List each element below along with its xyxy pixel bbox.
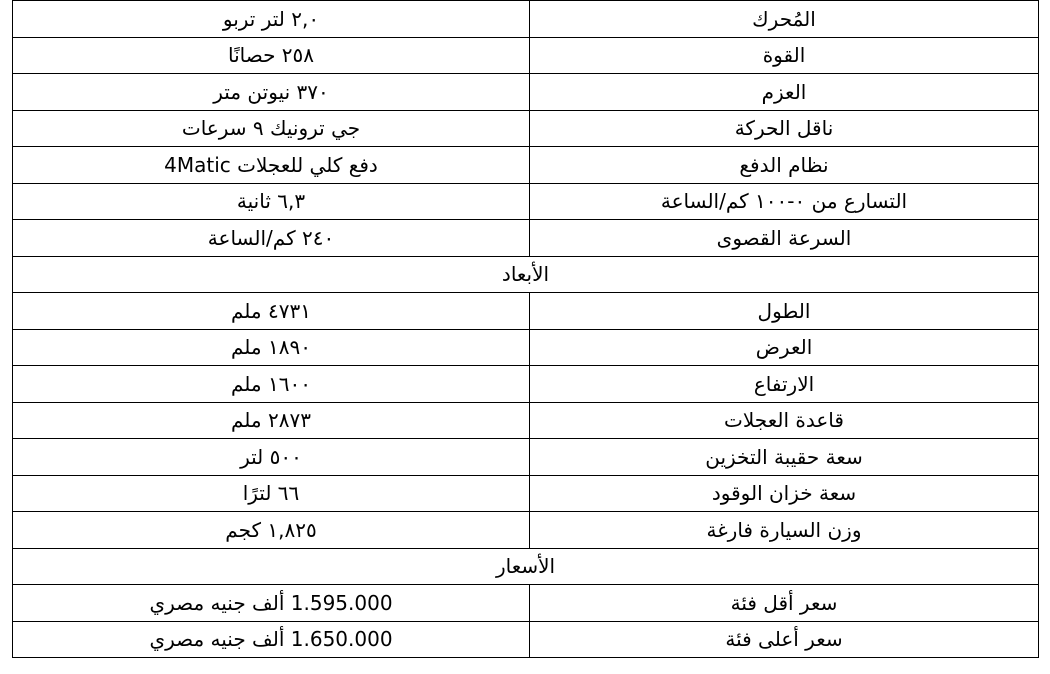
section-header-row <box>13 548 1039 585</box>
spec-label: نظام الدفع <box>530 147 1039 184</box>
spec-value: ٣٧٠ نيوتن متر <box>13 74 530 111</box>
table-row <box>13 366 1039 403</box>
table-row <box>13 1 1039 38</box>
spec-label: قاعدة العجلات <box>530 402 1039 439</box>
spec-label: السرعة القصوى <box>530 220 1039 257</box>
section-header-row <box>13 256 1039 293</box>
spec-label: الارتفاع <box>530 366 1039 403</box>
table-row <box>13 439 1039 476</box>
prices-section-header: الأسعار <box>13 548 1039 585</box>
specifications-table <box>12 0 1039 658</box>
spec-label: القوة <box>530 37 1039 74</box>
spec-value: ٢٨٧٣ ملم <box>13 402 530 439</box>
spec-value: دفع كلي للعجلات 4Matic <box>13 147 530 184</box>
table-row <box>13 147 1039 184</box>
spec-label: سعة خزان الوقود <box>530 475 1039 512</box>
spec-label: سعة حقيبة التخزين <box>530 439 1039 476</box>
spec-label: وزن السيارة فارغة <box>530 512 1039 549</box>
spec-value: ٦٦ لترًا <box>13 475 530 512</box>
spec-value: ٢٥٨ حصانًا <box>13 37 530 74</box>
spec-value: ٢٤٠ كم/الساعة <box>13 220 530 257</box>
spec-value: 1.650.000 ألف جنيه مصري <box>13 621 530 658</box>
table-row <box>13 585 1039 622</box>
spec-label: سعر أقل فئة <box>530 585 1039 622</box>
spec-value: ١٦٠٠ ملم <box>13 366 530 403</box>
spec-label: العرض <box>530 329 1039 366</box>
spec-label: الطول <box>530 293 1039 330</box>
table-row <box>13 475 1039 512</box>
spec-value: جي ترونيك ٩ سرعات <box>13 110 530 147</box>
table-row <box>13 110 1039 147</box>
spec-value: ١٨٩٠ ملم <box>13 329 530 366</box>
spec-label: العزم <box>530 74 1039 111</box>
spec-label: ناقل الحركة <box>530 110 1039 147</box>
spec-value: ١,٨٢٥ كجم <box>13 512 530 549</box>
table-row <box>13 74 1039 111</box>
table-row <box>13 220 1039 257</box>
table-row <box>13 329 1039 366</box>
spec-value: ٥٠٠ لتر <box>13 439 530 476</box>
spec-value: ٢,٠ لتر تربو <box>13 1 530 38</box>
table-row <box>13 621 1039 658</box>
spec-value: 1.595.000 ألف جنيه مصري <box>13 585 530 622</box>
spec-value: ٤٧٣١ ملم <box>13 293 530 330</box>
table-row <box>13 293 1039 330</box>
dimensions-section-header: الأبعاد <box>13 256 1039 293</box>
table-row <box>13 37 1039 74</box>
table-row <box>13 512 1039 549</box>
table-row <box>13 183 1039 220</box>
spec-label: سعر أعلى فئة <box>530 621 1039 658</box>
spec-label: التسارع من ٠-١٠٠ كم/الساعة <box>530 183 1039 220</box>
spec-value: ٦,٣ ثانية <box>13 183 530 220</box>
table-row <box>13 402 1039 439</box>
spec-label: المُحرك <box>530 1 1039 38</box>
